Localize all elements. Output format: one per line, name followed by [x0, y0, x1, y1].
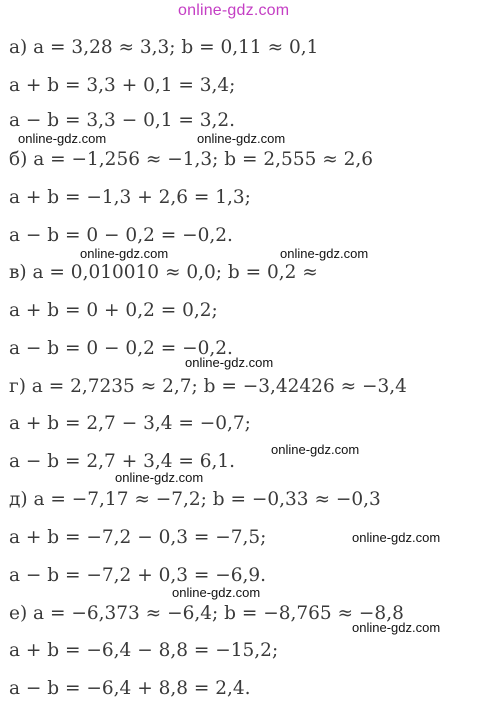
watermark: online-gdz.com	[271, 442, 360, 457]
line-d-values: д) a = −7,17 ≈ −7,2; b = −0,33 ≈ −0,3	[9, 489, 381, 510]
line-e-sum: a + b = −6,4 − 8,8 = −15,2;	[9, 640, 279, 661]
line-v-sum: a + b = 0 + 0,2 = 0,2;	[9, 300, 218, 321]
watermark: online-gdz.com	[352, 620, 441, 635]
line-d-difference: a − b = −7,2 + 0,3 = −6,9.	[9, 565, 267, 586]
line-a-sum: a + b = 3,3 + 0,1 = 3,4;	[9, 75, 236, 96]
line-v-values: в) a = 0,010010 ≈ 0,0; b = 0,2 ≈	[9, 262, 318, 283]
watermark: online-gdz.com	[352, 530, 441, 545]
line-g-difference: a − b = 2,7 + 3,4 = 6,1.	[9, 451, 236, 472]
line-a-values: а) a = 3,28 ≈ 3,3; b = 0,11 ≈ 0,1	[9, 37, 319, 58]
line-a-difference: a − b = 3,3 − 0,1 = 3,2.	[9, 110, 236, 131]
line-g-values: г) a = 2,7235 ≈ 2,7; b = −3,42426 ≈ −3,4	[9, 376, 407, 397]
line-g-sum: a + b = 2,7 − 3,4 = −0,7;	[9, 413, 251, 434]
line-b-difference: a − b = 0 − 0,2 = −0,2.	[9, 225, 233, 246]
line-d-sum: a + b = −7,2 − 0,3 = −7,5;	[9, 527, 267, 548]
line-v-difference: a − b = 0 − 0,2 = −0,2.	[9, 338, 233, 359]
watermark: online-gdz.com	[18, 131, 107, 146]
line-e-values: е) a = −6,373 ≈ −6,4; b = −8,765 ≈ −8,8	[9, 603, 404, 624]
watermark: online-gdz.com	[80, 246, 169, 261]
watermark: online-gdz.com	[197, 131, 286, 146]
watermark: online-gdz.com	[115, 470, 204, 485]
header-watermark: online-gdz.com	[178, 2, 290, 19]
line-b-sum: a + b = −1,3 + 2,6 = 1,3;	[9, 187, 251, 208]
line-e-difference: a − b = −6,4 + 8,8 = 2,4.	[9, 678, 251, 699]
watermark: online-gdz.com	[172, 585, 261, 600]
line-b-values: б) a = −1,256 ≈ −1,3; b = 2,555 ≈ 2,6	[9, 149, 374, 170]
watermark: online-gdz.com	[185, 355, 274, 370]
watermark: online-gdz.com	[280, 246, 369, 261]
